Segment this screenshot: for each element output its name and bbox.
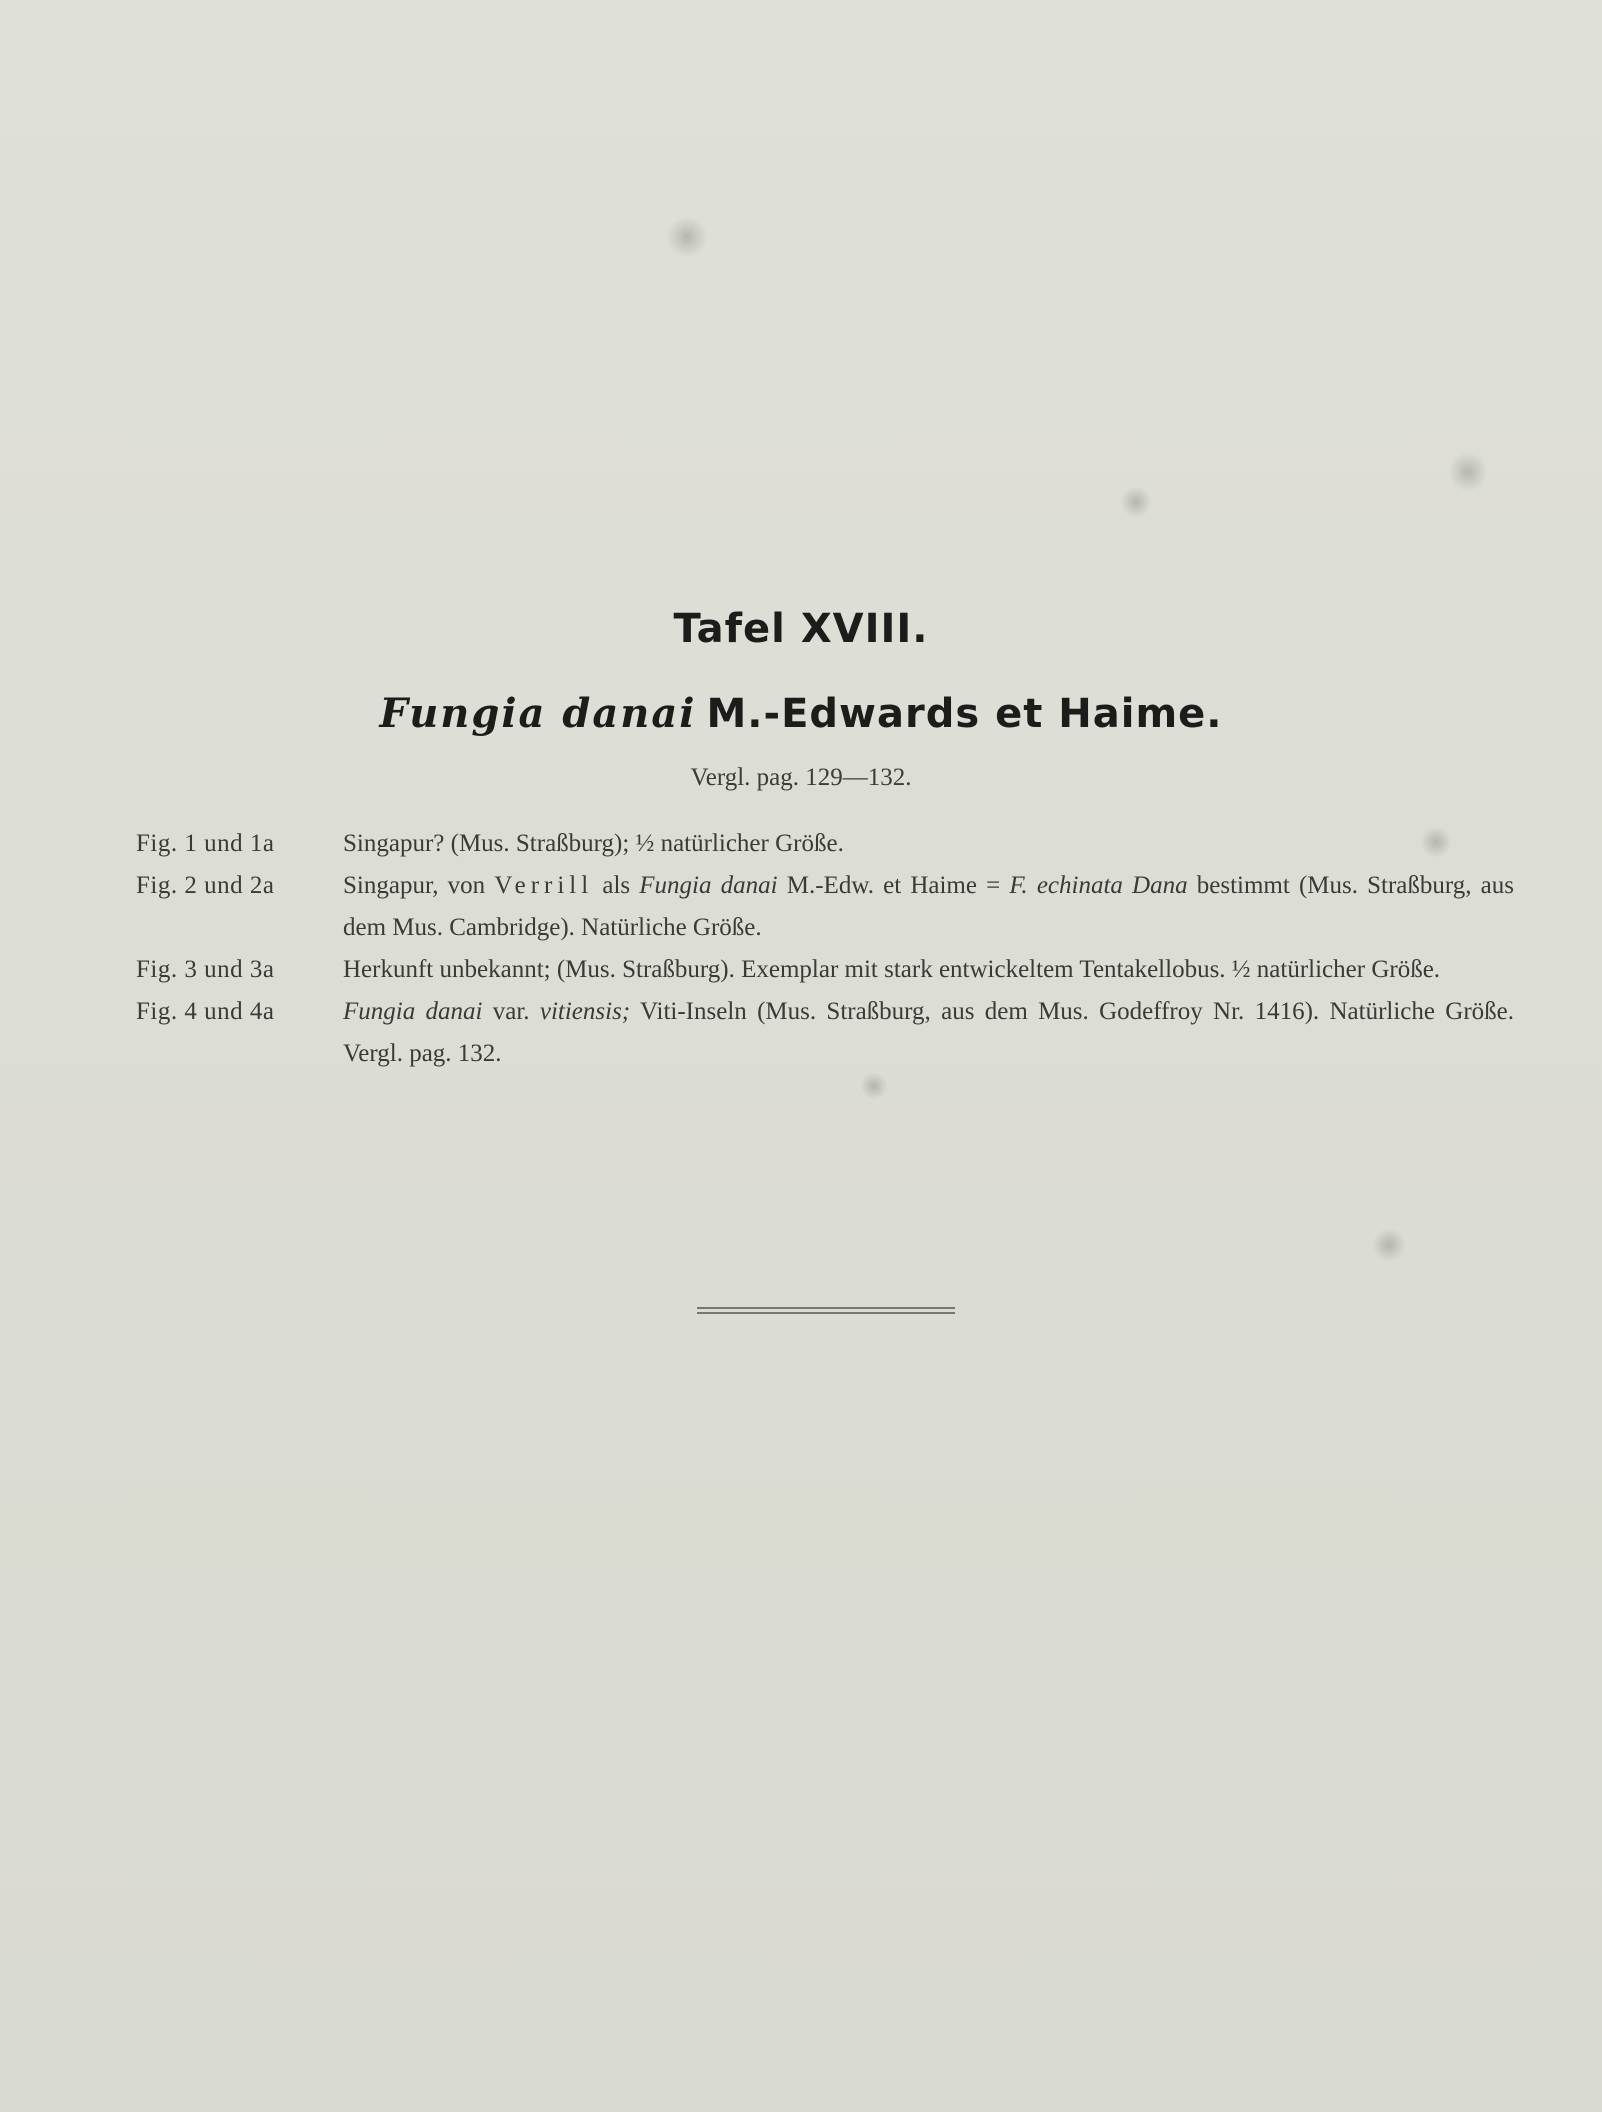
paper-spot bbox=[666, 216, 708, 258]
paper-spot bbox=[860, 1072, 888, 1100]
separator-rule bbox=[697, 1307, 955, 1309]
plate-subtitle bbox=[0, 690, 1602, 737]
figure-description: Herkunft unbekannt; (Mus. Straßburg). Exemplar mit stark entwickeltem Tentakellobus. ½ natürlicher Größe. bbox=[343, 956, 1441, 983]
figure-label: Fig. 3 und 3a bbox=[136, 956, 275, 983]
page-reference: Vergl. pag. 129—132. bbox=[690, 764, 912, 791]
figure-description: Singapur, von Verrill als Fungia danai M.-Edw. et Haime = F. echinata Dana bestimmt (Mus. Straßburg, aus dem Mus. Cambridge). Natürliche Größe. bbox=[343, 872, 1515, 941]
figure-description: Singapur? (Mus. Straßburg); ½ natürlicher Größe. bbox=[343, 830, 844, 857]
paper-spot bbox=[1372, 1228, 1406, 1262]
figure-list bbox=[136, 823, 1514, 1075]
figure-entry bbox=[136, 865, 1514, 949]
figure-label: Fig. 4 und 4a bbox=[136, 998, 275, 1025]
figure-entry bbox=[136, 823, 1514, 865]
figure-label: Fig. 2 und 2a bbox=[136, 872, 275, 899]
paper-spot bbox=[1448, 452, 1488, 492]
plate-title: Tafel XVIII. bbox=[673, 606, 929, 652]
separator-rule bbox=[697, 1312, 955, 1314]
species-author: M.-Edwards et Haime. bbox=[706, 691, 1223, 737]
paper-spot bbox=[1120, 486, 1152, 518]
figure-entry bbox=[136, 949, 1514, 991]
figure-description: Fungia danai var. vitiensis; Viti-Inseln (Mus. Straßburg, aus dem Mus. Godeffroy Nr. 1416). Natürliche Größe. Vergl. pag. 132. bbox=[343, 998, 1514, 1067]
figure-label: Fig. 1 und 1a bbox=[136, 830, 275, 857]
figure-entry bbox=[136, 991, 1514, 1075]
species-name: Fungia danai bbox=[379, 690, 697, 737]
